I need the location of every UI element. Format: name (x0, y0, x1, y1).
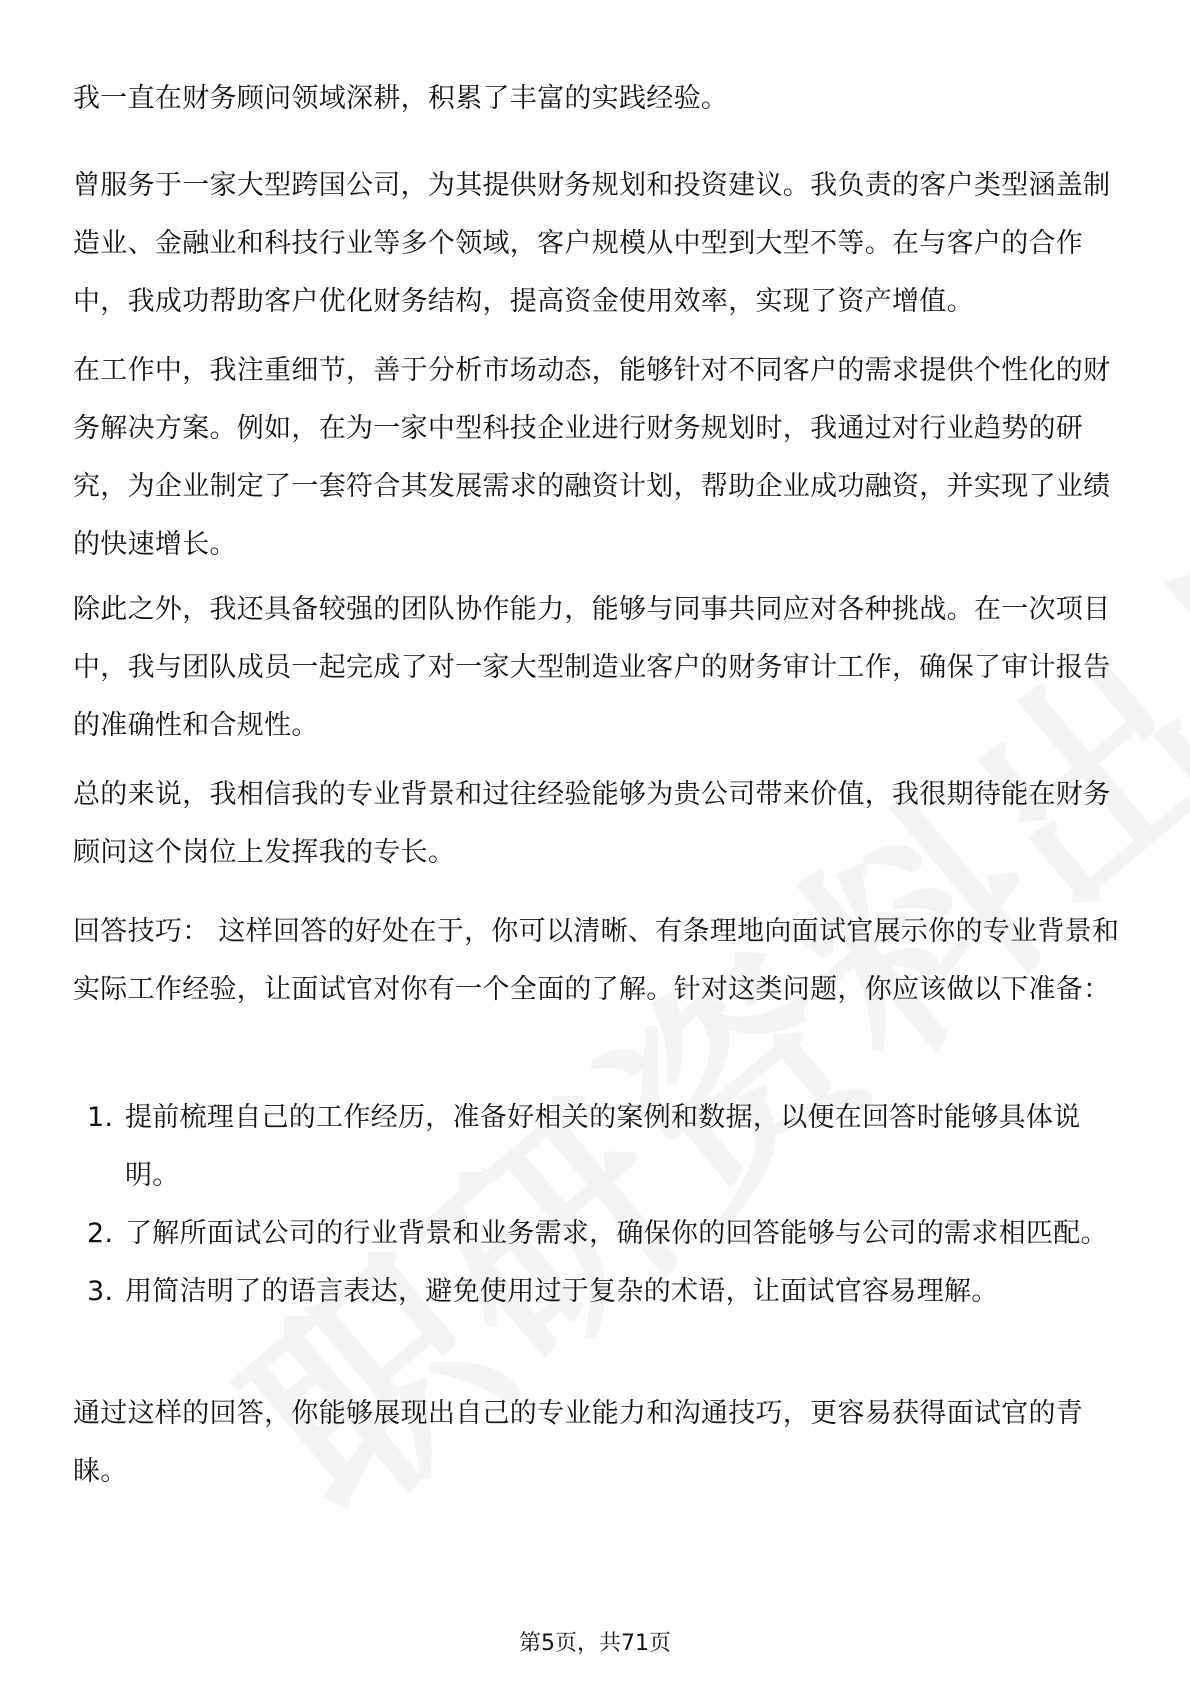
paragraph-4: 除此之外，我还具备较强的团队协作能力，能够与同事共同应对各种挑战。在一次项目中，我与团队成员一起完成了对一家大型制造业客户的财务审计工作，确保了审计报告的准确性和合规性。 (73, 594, 1111, 741)
list-item-text: 用简洁明了的语言表达，避免使用过于复杂的术语，让面试官容易理解。 (125, 1276, 999, 1307)
paragraph-3: 在工作中，我注重细节，善于分析市场动态，能够针对不同客户的需求提供个性化的财务解决方案。例如，在为一家中型科技企业进行财务规划时，我通过对行业趋势的研究，为企业制定了一套符合其发展需求的融资计划，帮助企业成功融资，并实现了业绩的快速增长。 (73, 355, 1111, 560)
answer-tip-paragraph: 回答技巧： 这样回答的好处在于，你可以清晰、有条理地向面试官展示你的专业背景和实际工作经验，让面试官对你有一个全面的了解。针对这类问题，你应该做以下准备： (73, 916, 1120, 1005)
list-item-number: 2. (87, 1218, 114, 1249)
list-item (73, 1205, 1123, 1263)
list-item (73, 1263, 1123, 1321)
list-item (73, 1089, 1123, 1205)
list-item-number: 3. (87, 1276, 114, 1307)
tips-list (73, 1089, 1123, 1321)
list-item-text: 了解所面试公司的行业背景和业务需求，确保你的回答能够与公司的需求相匹配。 (125, 1218, 1108, 1249)
list-item-number: 1. (87, 1102, 114, 1133)
page-number-footer: 第5页，共71页 (519, 1631, 671, 1656)
paragraph-1: 我一直在财务顾问领域深耕，积累了丰富的实践经验。 (73, 83, 729, 114)
closing-paragraph: 通过这样的回答，你能够展现出自己的专业能力和沟通技巧，更容易获得面试官的青睐。 (73, 1398, 1084, 1487)
paragraph-2: 曾服务于一家大型跨国公司，为其提供财务规划和投资建议。我负责的客户类型涵盖制造业、金融业和科技行业等多个领域，客户规模从中型到大型不等。在与客户的合作中，我成功帮助客户优化财务结构，提高资金使用效率，实现了资产增值。 (73, 170, 1111, 317)
list-item-text: 提前梳理自己的工作经历，准备好相关的案例和数据，以便在回答时能够具体说明。 (125, 1102, 1081, 1191)
paragraph-5: 总的来说，我相信我的专业背景和过往经验能够为贵公司带来价值，我很期待能在财务顾问这个岗位上发挥我的专长。 (73, 779, 1111, 868)
